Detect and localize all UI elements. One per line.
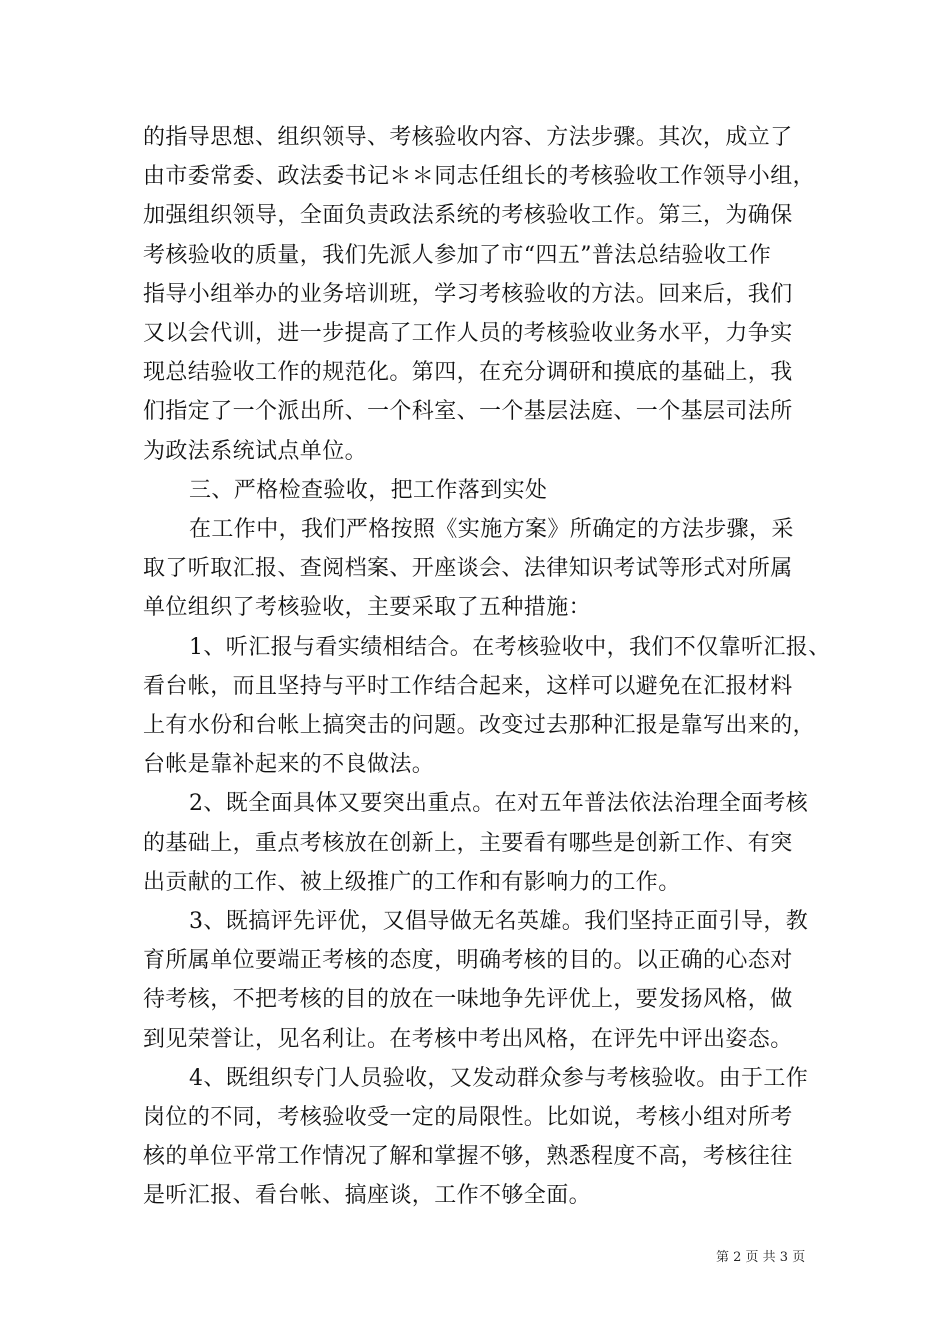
- text-line: 岗位的不同，考核验收受一定的局限性。比如说，考核小组对所考: [143, 1105, 793, 1131]
- page-number-footer: 第 2 页 共 3 页: [716, 1250, 806, 1265]
- text-line: 核的单位平常工作情况了解和掌握不够，熟悉程度不高，考核往往: [143, 1144, 793, 1170]
- text-line: 上有水份和台帐上搞突击的问题。改变过去那种汇报是靠写出来的，: [143, 713, 816, 739]
- text-line: 是听汇报、看台帐、搞座谈，工作不够全面。: [143, 1183, 592, 1209]
- text-line: 台帐是靠补起来的不良做法。: [143, 752, 435, 778]
- text-line: 的基础上，重点考核放在创新上，主要看有哪些是创新工作、有突: [143, 830, 793, 856]
- text-line: 单位组织了考核验收，主要采取了五种措施：: [143, 595, 592, 621]
- text-line: 4、既组织专门人员验收，又发动群众参与考核验收。由于工作: [189, 1065, 809, 1091]
- text-line: 为政法系统试点单位。: [143, 438, 368, 464]
- text-line: 3、既搞评先评优，又倡导做无名英雄。我们坚持正面引导，教: [189, 909, 809, 935]
- text-line: 现总结验收工作的规范化。第四，在充分调研和摸底的基础上，我: [143, 360, 793, 386]
- text-line: 又以会代训，进一步提高了工作人员的考核验收业务水平，力争实: [143, 321, 793, 347]
- text-line: 加强组织领导，全面负责政法系统的考核验收工作。第三，为确保: [143, 203, 793, 229]
- text-line: 1、听汇报与看实绩相结合。在考核验收中，我们不仅靠听汇报、: [189, 634, 831, 660]
- text-line: 考核验收的质量，我们先派人参加了市“四五”普法总结验收工作: [143, 242, 772, 268]
- text-line: 待考核，不把考核的目的放在一味地争先评优上，要发扬风格，做: [143, 987, 793, 1013]
- document-body: [143, 118, 831, 1216]
- text-line: 们指定了一个派出所、一个科室、一个基层法庭、一个基层司法所: [143, 399, 793, 425]
- text-line: 2、既全面具体又要突出重点。在对五年普法依法治理全面考核: [189, 791, 809, 817]
- text-line: 在工作中，我们严格按照《实施方案》所确定的方法步骤，采: [189, 517, 794, 543]
- text-line: 三、严格检查验收，把工作落到实处: [189, 477, 548, 503]
- text-line: 育所属单位要端正考核的态度，明确考核的目的。以正确的心态对: [143, 948, 793, 974]
- text-line: 由市委常委、政法委书记＊＊同志任组长的考核验收工作领导小组，: [143, 164, 816, 190]
- text-line: 出贡献的工作、被上级推广的工作和有影响力的工作。: [143, 869, 681, 895]
- text-line: 到见荣誉让，见名利让。在考核中考出风格，在评先中评出姿态。: [143, 1026, 793, 1052]
- text-line: 看台帐，而且坚持与平时工作结合起来，这样可以避免在汇报材料: [143, 673, 793, 699]
- text-line: 指导小组举办的业务培训班，学习考核验收的方法。回来后，我们: [143, 281, 793, 307]
- text-line: 取了听取汇报、查阅档案、开座谈会、法律知识考试等形式对所属: [143, 556, 793, 582]
- text-line: 的指导思想、组织领导、考核验收内容、方法步骤。其次，成立了: [143, 125, 793, 150]
